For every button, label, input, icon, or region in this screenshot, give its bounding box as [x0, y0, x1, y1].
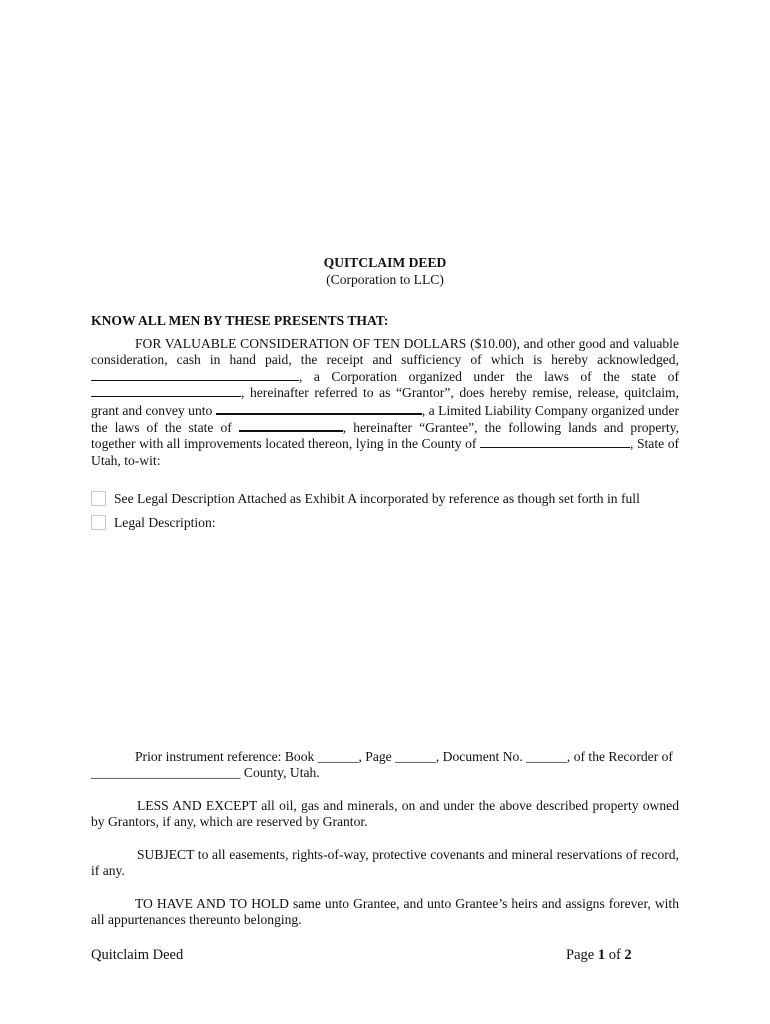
document-title: QUITCLAIM DEED — [323, 255, 447, 270]
granting-text-6: , State of Utah, to-wit: — [91, 436, 680, 468]
subject-to-clause — [91, 847, 679, 880]
less-and-except-clause — [91, 798, 679, 831]
grantor-name-blank[interactable] — [91, 369, 299, 381]
granting-text-3: , hereinafter referred to as “Grantor”, does hereby remise, release, quitclaim, grant and convey unto — [91, 385, 679, 418]
granting-text-4: , a Limited Liability Company organized under the laws of the state of — [91, 402, 679, 436]
legal-description-label: Legal Description: — [114, 515, 216, 530]
current-page: 1 — [597, 947, 606, 963]
less-and-except-text: LESS AND EXCEPT all oil, gas and minerals, on and under the above described property owned by Grantors, if any, which are reserved by Grantor. — [91, 798, 679, 830]
granting-text-2: , a Corporation organized under the laws of the state of — [299, 368, 679, 384]
prior-reference-line-1: Prior instrument reference: Book ______, Page ______, Document No. ______, of the Recorder of — [135, 749, 673, 764]
footer-title: Quitclaim Deed — [91, 947, 184, 963]
page-word: Page — [566, 947, 595, 963]
grantor-state-blank[interactable] — [91, 385, 241, 397]
legal-description-checkbox[interactable] — [91, 515, 106, 530]
exhibit-a-label: See Legal Description Attached as Exhibit A incorporated by reference as though set forth in full — [114, 491, 640, 506]
of-word: of — [608, 947, 621, 963]
granting-text-5: , hereinafter “Grantee”, the following lands and property, together with all improvements located thereon, lying in the County of — [91, 420, 679, 452]
prior-instrument-reference — [91, 749, 679, 782]
granting-clause — [91, 336, 679, 469]
granting-text-1: FOR VALUABLE CONSIDERATION OF TEN DOLLARS ($10.00), and other good and valuable consideration, cash in hand paid, the receipt and sufficiency of which is hereby acknowledged, — [91, 336, 679, 368]
section-heading: KNOW ALL MEN BY THESE PRESENTS THAT: — [91, 313, 389, 328]
footer-page-number — [566, 947, 632, 964]
exhibit-a-checkbox[interactable] — [91, 491, 106, 506]
habendum-text: TO HAVE AND TO HOLD same unto Grantee, and unto Grantee’s heirs and assigns forever, with all appurtenances thereunto belonging. — [91, 896, 679, 928]
document-subtitle: (Corporation to LLC) — [326, 272, 444, 287]
county-blank[interactable] — [480, 436, 630, 448]
prior-reference-line-2: ______________________ County, Utah. — [91, 765, 320, 781]
grantee-name-blank[interactable] — [216, 402, 422, 415]
subject-to-text: SUBJECT to all easements, rights-of-way, protective covenants and mineral reservations of record, if any. — [91, 847, 679, 879]
total-pages: 2 — [624, 947, 632, 963]
habendum-clause — [91, 896, 679, 929]
grantee-state-blank[interactable] — [239, 419, 343, 432]
